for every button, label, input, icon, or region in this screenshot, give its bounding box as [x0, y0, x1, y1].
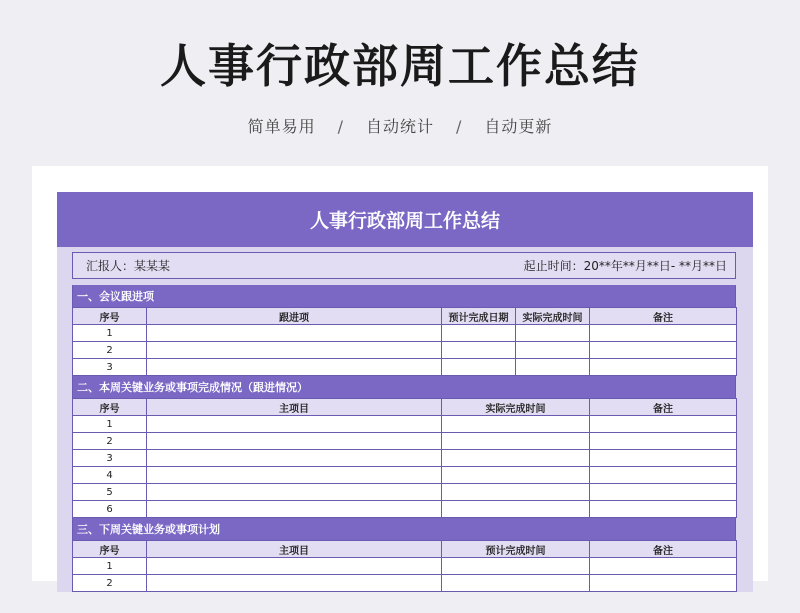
- tagline-item: 自动统计: [365, 117, 434, 136]
- table-cell[interactable]: [442, 325, 516, 342]
- column-header: 备注: [590, 308, 737, 325]
- table-cell[interactable]: [442, 416, 590, 433]
- table-row: [73, 450, 737, 467]
- column-header: 序号: [73, 541, 147, 558]
- table-header-row: [73, 308, 737, 325]
- table-cell[interactable]: [516, 342, 590, 359]
- row-number-cell[interactable]: 2: [73, 342, 147, 359]
- section-header-meeting-followup: 一、会议跟进项: [72, 285, 736, 307]
- table-row: [73, 342, 737, 359]
- row-number-cell[interactable]: 1: [73, 325, 147, 342]
- table-cell[interactable]: [442, 433, 590, 450]
- table-cell[interactable]: [590, 359, 737, 376]
- row-number-cell[interactable]: 1: [73, 416, 147, 433]
- table-row: [73, 359, 737, 376]
- table-cell[interactable]: [442, 450, 590, 467]
- page-title: 人事行政部周工作总结: [160, 39, 640, 93]
- table-cell[interactable]: [442, 484, 590, 501]
- table-row: [73, 416, 737, 433]
- section-header-next-week: 三、下周关键业务或事项计划: [72, 518, 736, 540]
- meeting-followup-table: [72, 307, 737, 376]
- table-cell[interactable]: [516, 359, 590, 376]
- table-cell[interactable]: [147, 342, 442, 359]
- sheet-content: [72, 285, 736, 592]
- next-week-table: [72, 540, 737, 592]
- section-header-this-week: 二、本周关键业务或事项完成情况（跟进情况）: [72, 376, 736, 398]
- table-cell[interactable]: [590, 575, 737, 592]
- sheet-title-banner: 人事行政部周工作总结: [57, 192, 753, 247]
- table-cell[interactable]: [590, 416, 737, 433]
- table-cell[interactable]: [442, 575, 590, 592]
- tagline-item: 自动更新: [484, 117, 553, 136]
- table-cell[interactable]: [516, 325, 590, 342]
- period-label: 起止时间：20**年**月**日- **月**日: [523, 259, 727, 273]
- column-header: 实际完成时间: [442, 399, 590, 416]
- column-header: 预计完成日期: [442, 308, 516, 325]
- table-cell[interactable]: [590, 433, 737, 450]
- table-cell[interactable]: [147, 501, 442, 518]
- table-cell[interactable]: [442, 342, 516, 359]
- column-header: 序号: [73, 308, 147, 325]
- row-number-cell[interactable]: 3: [73, 359, 147, 376]
- column-header: 预计完成时间: [442, 541, 590, 558]
- row-number-cell[interactable]: 1: [73, 558, 147, 575]
- column-header: 实际完成时间: [516, 308, 590, 325]
- tagline-separator: /: [337, 117, 344, 136]
- row-number-cell[interactable]: 3: [73, 450, 147, 467]
- table-row: [73, 467, 737, 484]
- table-cell[interactable]: [147, 575, 442, 592]
- reporter-label: 汇报人：某某某: [86, 259, 171, 273]
- table-cell[interactable]: [590, 501, 737, 518]
- spreadsheet-preview: [32, 166, 768, 589]
- column-header: 序号: [73, 399, 147, 416]
- table-header-row: [73, 541, 737, 558]
- table-row: [73, 484, 737, 501]
- table-cell[interactable]: [147, 416, 442, 433]
- column-header: 备注: [590, 541, 737, 558]
- sheet-frame: [57, 192, 753, 592]
- table-row: [73, 433, 737, 450]
- row-number-cell[interactable]: 6: [73, 501, 147, 518]
- table-header-row: [73, 399, 737, 416]
- tagline-item: 简单易用: [247, 117, 316, 136]
- table-cell[interactable]: [147, 325, 442, 342]
- reporter-row: [72, 252, 736, 279]
- table-cell[interactable]: [147, 450, 442, 467]
- table-cell[interactable]: [590, 467, 737, 484]
- table-cell[interactable]: [147, 484, 442, 501]
- table-cell[interactable]: [590, 450, 737, 467]
- tagline: [0, 114, 800, 137]
- table-cell[interactable]: [442, 501, 590, 518]
- table-cell[interactable]: [442, 558, 590, 575]
- table-cell[interactable]: [590, 484, 737, 501]
- tagline-separator: /: [456, 117, 463, 136]
- table-cell[interactable]: [147, 359, 442, 376]
- table-cell[interactable]: [147, 433, 442, 450]
- row-number-cell[interactable]: 2: [73, 433, 147, 450]
- table-row: [73, 325, 737, 342]
- table-cell[interactable]: [590, 325, 737, 342]
- column-header: 跟进项: [147, 308, 442, 325]
- table-row: [73, 501, 737, 518]
- row-number-cell[interactable]: 2: [73, 575, 147, 592]
- column-header: 主项目: [147, 541, 442, 558]
- this-week-table: [72, 398, 737, 518]
- table-cell[interactable]: [442, 467, 590, 484]
- table-cell[interactable]: [590, 558, 737, 575]
- row-number-cell[interactable]: 4: [73, 467, 147, 484]
- table-cell[interactable]: [147, 558, 442, 575]
- table-cell[interactable]: [147, 467, 442, 484]
- column-header: 备注: [590, 399, 737, 416]
- table-row: [73, 558, 737, 575]
- table-cell[interactable]: [590, 342, 737, 359]
- table-cell[interactable]: [442, 359, 516, 376]
- table-row: [73, 575, 737, 592]
- row-number-cell[interactable]: 5: [73, 484, 147, 501]
- column-header: 主项目: [147, 399, 442, 416]
